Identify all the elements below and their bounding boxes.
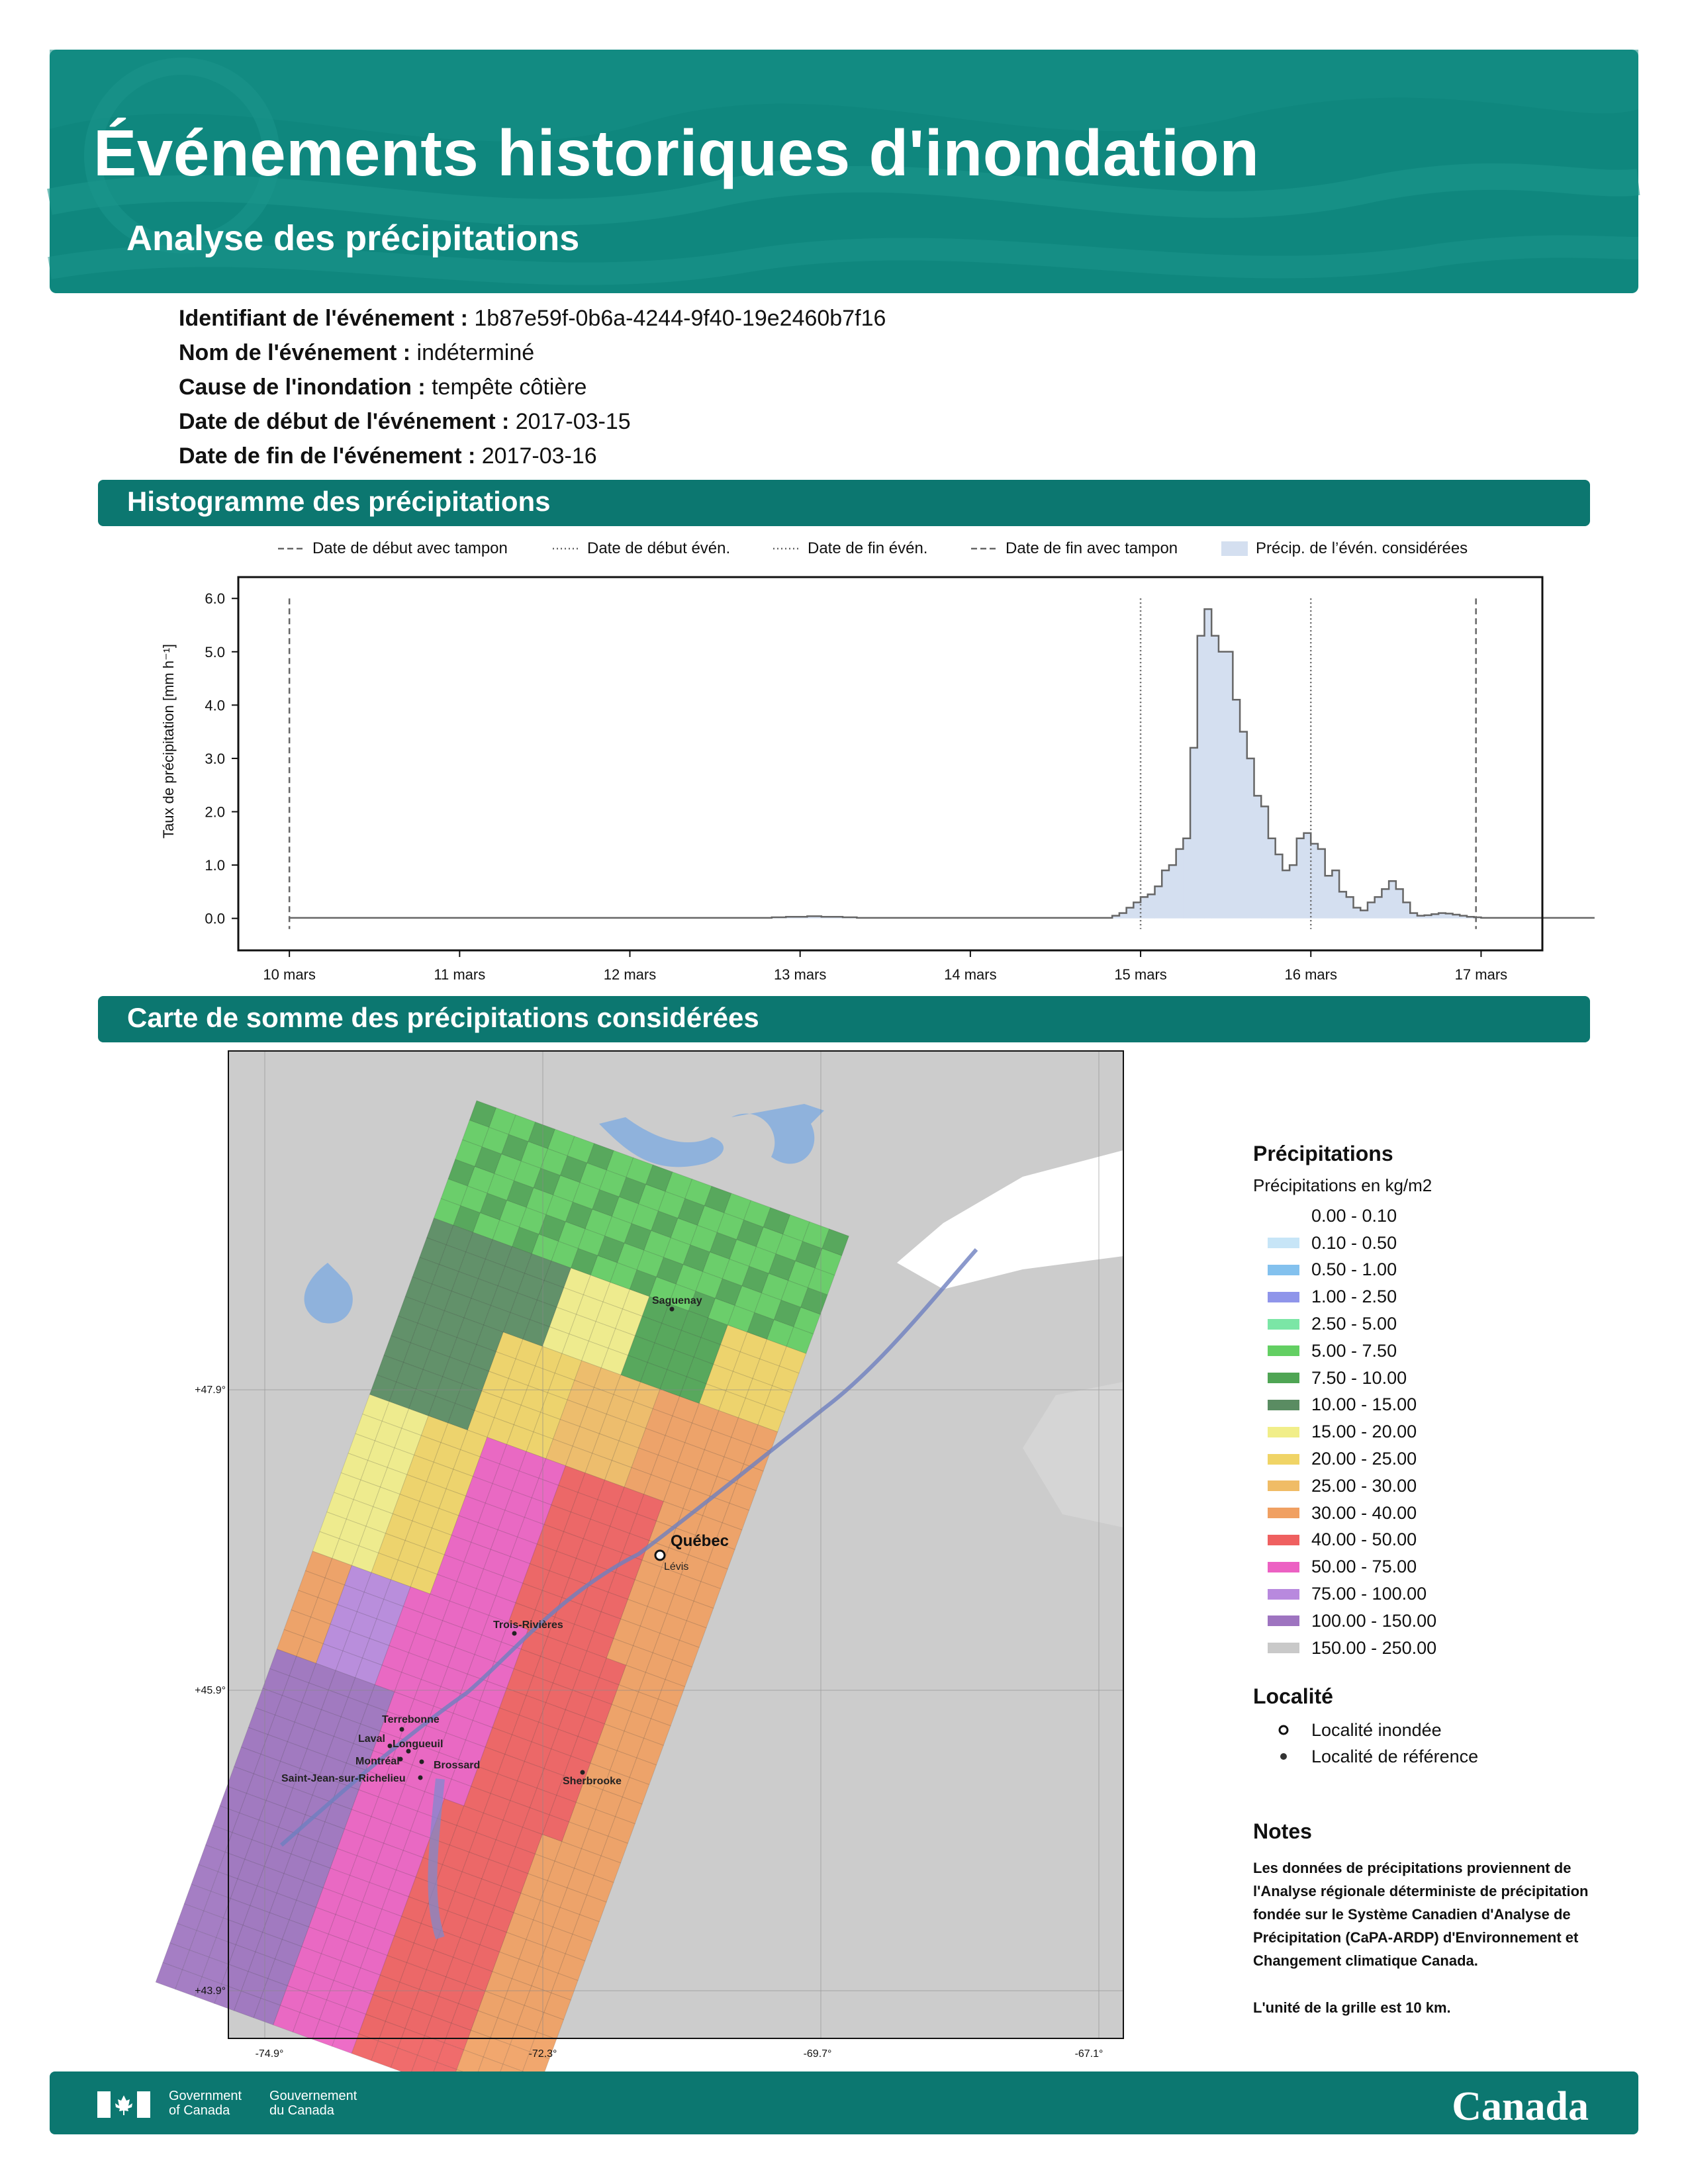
y-tick-label: 4.0 (205, 697, 225, 714)
y-tick-label: 1.0 (205, 857, 225, 874)
legend-class-label: 5.00 - 7.50 (1311, 1340, 1397, 1361)
histogram-bar (1297, 839, 1304, 919)
histogram-bar (1311, 844, 1318, 919)
legend-class-label: 20.00 - 25.00 (1311, 1449, 1417, 1469)
map-section-title: Carte de somme des précipitations considérées (127, 1002, 759, 1033)
legend-class-row (1253, 1392, 1436, 1419)
legend-class-label: 30.00 - 40.00 (1311, 1502, 1417, 1523)
city-trois-rivieres: Trois-Rivières (493, 1619, 563, 1631)
x-tick-label: 16 mars (1284, 966, 1337, 983)
gov-fr (269, 2089, 357, 2118)
event-end-value: 2017-03-16 (481, 443, 597, 469)
locality-flooded-row (1253, 1717, 1478, 1743)
histogram-bar (1162, 870, 1169, 919)
y-tick-label: 3.0 (205, 750, 225, 767)
histogram-bar (1247, 758, 1254, 919)
color-swatch (1268, 1345, 1299, 1356)
histogram-bar (1304, 833, 1311, 919)
event-cause-label: Cause de l'inondation : (179, 375, 426, 400)
histogram-bar (1318, 849, 1325, 919)
legend-class-label: 50.00 - 75.00 (1311, 1557, 1417, 1577)
x-tick-label: 10 mars (263, 966, 316, 983)
y-tick-label: 5.0 (205, 643, 225, 660)
histogram-bar (1205, 609, 1212, 918)
histogram-bar (1375, 897, 1382, 918)
city-terrebonne: Terrebonne (382, 1714, 440, 1725)
city-saguenay: Saguenay (652, 1295, 702, 1306)
legend-class-label: 75.00 - 100.00 (1311, 1584, 1427, 1604)
hollow-circle-icon (1278, 1725, 1289, 1735)
city-marker (400, 1727, 404, 1732)
histogram-section-header (98, 480, 1590, 526)
histogram-bar (1197, 636, 1205, 919)
event-end-row (179, 439, 886, 473)
lon-label: -74.9° (255, 2048, 284, 2060)
histogram-bar (1233, 700, 1240, 918)
histogram-bar (1154, 886, 1162, 918)
legend-class-row (1253, 1230, 1436, 1257)
color-swatch (1268, 1643, 1299, 1653)
city-quebec: Québec (671, 1532, 729, 1550)
histogram-bar (1254, 796, 1262, 918)
event-name-row (179, 336, 886, 370)
histogram-outline (289, 609, 1595, 918)
gov-en (169, 2089, 242, 2118)
dotted-line-icon (773, 545, 800, 552)
histogram-bar (1240, 732, 1247, 919)
page-title: Événements historiques d'inondation (93, 116, 1260, 189)
event-info (179, 301, 886, 473)
histogram-bar (1403, 902, 1411, 918)
histogram-bar (1360, 911, 1368, 919)
color-swatch (1268, 1400, 1299, 1410)
map-section-header (98, 996, 1590, 1042)
color-swatch (1268, 1508, 1299, 1518)
color-swatch (1268, 1427, 1299, 1437)
color-swatch (1268, 1292, 1299, 1302)
legend-event-end (773, 539, 927, 558)
legend-class-label: 0.50 - 1.00 (1311, 1259, 1397, 1280)
legend-buffer-end (971, 539, 1178, 558)
gov-en-line2: of Canada (169, 2103, 230, 2118)
legend-class-label: 1.00 - 2.50 (1311, 1287, 1397, 1307)
legend-class-label: 0.00 - 0.10 (1311, 1205, 1397, 1226)
flooded-city-marker (655, 1551, 665, 1560)
color-swatch (1268, 1454, 1299, 1465)
color-swatch (1268, 1265, 1299, 1275)
legend-class-row (1253, 1580, 1436, 1608)
histogram-bar (1289, 865, 1297, 919)
locality-legend (1253, 1684, 1478, 1770)
histogram-bar (1141, 897, 1148, 918)
legend-class-label: 40.00 - 50.00 (1311, 1529, 1417, 1550)
legend-buffer-start (278, 539, 508, 558)
y-tick-label: 6.0 (205, 590, 225, 608)
histogram-bar (1368, 902, 1375, 918)
color-swatch (1268, 1480, 1299, 1491)
event-start-label: Date de début de l'événement : (179, 409, 510, 434)
city-laval: Laval (358, 1733, 385, 1745)
legend-class-label: 7.50 - 10.00 (1311, 1367, 1407, 1388)
histogram-bar (1261, 806, 1268, 918)
histogram-section-title: Histogramme des précipitations (127, 486, 551, 517)
gov-fr-line2: du Canada (269, 2103, 334, 2118)
map-legend-title: Précipitations (1253, 1142, 1393, 1165)
gov-fr-line1: Gouvernement (269, 2089, 357, 2103)
event-name-label: Nom de l'événement : (179, 340, 411, 365)
color-swatch (1268, 1319, 1299, 1330)
map-legend-subtitle: Précipitations en kg/m2 (1253, 1175, 1432, 1195)
y-tick-label: 2.0 (205, 803, 225, 821)
legend-class-row (1253, 1608, 1436, 1635)
legend-class-row (1253, 1418, 1436, 1445)
histogram-bar (1325, 876, 1333, 918)
x-tick-label: 12 mars (603, 966, 657, 983)
locality-reference-label: Localité de référence (1311, 1746, 1479, 1766)
legend-class-row (1253, 1310, 1436, 1338)
locality-reference-row (1253, 1743, 1478, 1770)
legend-class-row (1253, 1283, 1436, 1310)
event-id-label: Identifiant de l'événement : (179, 306, 468, 331)
lat-label: +43.9° (195, 1985, 226, 1997)
x-tick-label: 15 mars (1114, 966, 1167, 983)
gov-en-line1: Government (169, 2089, 242, 2103)
color-swatch (1268, 1238, 1299, 1248)
header-banner (50, 50, 1638, 293)
event-end-label: Date de fin de l'événement : (179, 443, 476, 469)
legend-class-label: 150.00 - 250.00 (1311, 1637, 1437, 1658)
histogram-bar (1382, 889, 1389, 918)
lat-label: +47.9° (195, 1385, 226, 1396)
notes-text-grid: L'unité de la grille est 10 km. (1253, 1999, 1451, 2016)
lon-label: -69.7° (803, 2048, 832, 2060)
legend-class-row (1253, 1553, 1436, 1580)
city-marker (388, 1744, 393, 1749)
histogram-bar (1396, 889, 1403, 918)
histogram-bar (1133, 902, 1141, 918)
histogram-bar (1346, 897, 1354, 918)
histogram-bar (1332, 870, 1339, 919)
color-swatch (1268, 1562, 1299, 1572)
histogram-bar (1176, 849, 1184, 919)
histogram-bar (1268, 839, 1276, 919)
legend-buffer-end-label: Date de fin avec tampon (1006, 539, 1178, 557)
event-start-row (179, 404, 886, 439)
y-axis-label: Taux de précipitation [mm h⁻¹] (160, 643, 177, 839)
map-legend (1253, 1142, 1436, 1662)
color-swatch (1268, 1373, 1299, 1383)
histogram-bar (1282, 870, 1289, 919)
city-longueuil: Longueuil (393, 1739, 444, 1750)
lon-label: -72.3° (528, 2048, 557, 2060)
city-levis: Lévis (664, 1561, 689, 1572)
histogram-bar (1219, 652, 1226, 919)
histogram-bar (1183, 839, 1190, 919)
legend-class-label: 2.50 - 5.00 (1311, 1314, 1397, 1334)
legend-class-label: 10.00 - 15.00 (1311, 1394, 1417, 1415)
notes-title: Notes (1253, 1819, 1312, 1843)
lon-label: -67.1° (1074, 2048, 1103, 2060)
lat-label: +45.9° (195, 1685, 226, 1696)
x-tick-label: 11 mars (434, 966, 486, 983)
legend-class-label: 0.10 - 0.50 (1311, 1232, 1397, 1253)
histogram-bar (1354, 908, 1361, 919)
dashed-line-icon (971, 545, 998, 552)
legend-class-row (1253, 1365, 1436, 1392)
event-name-value: indéterminé (416, 340, 535, 365)
event-id-value: 1b87e59f-0b6a-4244-9f40-19e2460b7f16 (474, 306, 886, 331)
histogram-bar (1339, 891, 1346, 918)
legend-event-start-label: Date de début évén. (587, 539, 731, 557)
canada-wordmark: Canada (1452, 2084, 1589, 2129)
legend-considered (1221, 539, 1468, 558)
event-id-row (179, 301, 886, 336)
city-marker (581, 1770, 585, 1775)
histogram-bar (1226, 652, 1233, 919)
legend-class-label: 100.00 - 150.00 (1311, 1610, 1437, 1631)
color-swatch (1268, 1535, 1299, 1545)
city-marker (418, 1776, 423, 1780)
legend-class-row (1253, 1500, 1436, 1527)
city-marker (512, 1631, 517, 1636)
x-tick-label: 17 mars (1454, 966, 1508, 983)
color-swatch (1268, 1615, 1299, 1626)
event-start-value: 2017-03-15 (515, 409, 631, 434)
locality-title: Localité (1253, 1684, 1333, 1708)
legend-considered-label: Précip. de l’évén. considérées (1256, 539, 1468, 557)
footer (50, 2071, 1638, 2134)
legend-class-row (1253, 1527, 1436, 1554)
dot-icon (1280, 1752, 1288, 1760)
city-marker (670, 1307, 675, 1312)
legend-class-row (1253, 1203, 1436, 1230)
dashed-line-icon (278, 545, 305, 552)
legend-class-row (1253, 1445, 1436, 1473)
histogram-bar (1169, 865, 1176, 919)
x-tick-label: 13 mars (773, 966, 827, 983)
histogram-bar (1389, 881, 1396, 918)
legend-class-row (1253, 1338, 1436, 1365)
city-brossard: Brossard (434, 1760, 481, 1771)
dotted-line-icon (553, 545, 579, 552)
city-saint-jean: Saint-Jean-sur-Richelieu (281, 1773, 406, 1784)
histogram-bar (1148, 894, 1155, 918)
event-cause-row (179, 370, 886, 404)
filled-area-icon (1221, 541, 1248, 556)
city-montreal: Montréal (355, 1756, 400, 1767)
x-tick-label: 14 mars (944, 966, 997, 983)
legend-event-end-label: Date de fin évén. (808, 539, 928, 557)
precipitation-histogram (146, 569, 1549, 993)
histogram-bar (1211, 636, 1219, 919)
city-sherbrooke: Sherbrooke (563, 1776, 622, 1787)
city-marker (420, 1760, 424, 1764)
legend-class-row (1253, 1635, 1436, 1662)
color-swatch (1268, 1589, 1299, 1600)
notes (1253, 1820, 1597, 2043)
histogram-bar (1190, 748, 1197, 919)
legend-class-label: 25.00 - 30.00 (1311, 1475, 1417, 1496)
legend-event-start (553, 539, 730, 558)
canada-flag-icon (97, 2091, 150, 2118)
legend-buffer-start-label: Date de début avec tampon (312, 539, 508, 557)
histogram-bar (1127, 908, 1134, 919)
precipitation-map (195, 1051, 1129, 2060)
page-subtitle: Analyse des précipitations (126, 218, 580, 258)
locality-flooded-label: Localité inondée (1311, 1719, 1442, 1740)
y-tick-label: 0.0 (205, 910, 225, 927)
histogram-bar (1276, 854, 1283, 919)
legend-class-label: 15.00 - 20.00 (1311, 1422, 1417, 1442)
color-swatch (1268, 1210, 1299, 1221)
legend-class-row (1253, 1473, 1436, 1500)
legend-class-row (1253, 1257, 1436, 1284)
event-cause-value: tempête côtière (432, 375, 587, 400)
notes-text-source: Les données de précipitations proviennent de l'Analyse régionale déterministe de précipitation fondée sur le Système Canadien d'Analyse de Précipitation (CaPA-ARDP) d'Environnement et Changement climatique Canada. (1253, 1860, 1589, 1969)
